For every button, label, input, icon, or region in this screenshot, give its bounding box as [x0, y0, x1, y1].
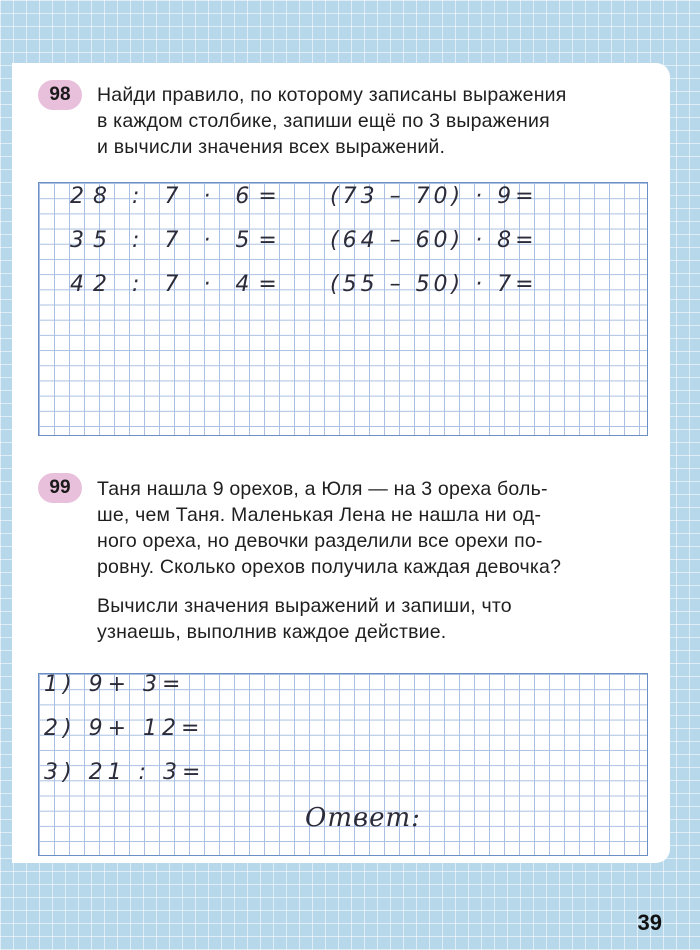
page-number: 39	[637, 910, 662, 935]
answer-label: Ответ:	[305, 803, 421, 833]
handwritten-step: 2) 9+ 12=	[44, 716, 205, 741]
handwritten-expression: 42 : 7 · 4=	[70, 272, 286, 297]
task-98-line: в каждом столбике, запиши ещё по 3 выражения	[97, 110, 550, 132]
handwritten-expression: 35 : 7 · 5=	[70, 228, 286, 253]
handwritten-expression: (73 – 70) · 9=	[330, 184, 538, 209]
task-98-text	[97, 82, 567, 160]
handwritten-expression: (55 – 50) · 7=	[330, 272, 538, 297]
handwritten-expression: (64 – 60) · 8=	[330, 228, 538, 253]
task-number-badge-99: 99	[38, 473, 82, 503]
exercise-grid-98	[38, 182, 648, 436]
task-99-text	[97, 476, 561, 580]
task-99-instruction	[97, 593, 512, 645]
task-98-line: Найди правило, по которому записаны выражения	[97, 84, 567, 106]
task-99-line: Таня нашла 9 орехов, а Юля — на 3 ореха боль-	[97, 478, 548, 500]
instruction-line: Вычисли значения выражений и запиши, что	[97, 595, 512, 617]
handwritten-expression: 28 : 7 · 6=	[70, 184, 286, 209]
task-99-line: ровну. Сколько орехов получила каждая девочка?	[97, 556, 562, 578]
task-99-line: ше, чем Таня. Маленькая Лена не нашла ни од-	[97, 504, 542, 526]
handwritten-step: 1) 9+ 3=	[44, 672, 186, 697]
task-98-line: и вычисли значения всех выражений.	[97, 136, 446, 158]
task-number-badge-98: 98	[38, 80, 82, 110]
task-99-line: ного ореха, но девочки разделили все орехи по-	[97, 530, 543, 552]
instruction-line: узнаешь, выполнив каждое действие.	[97, 621, 447, 643]
handwritten-step: 3) 21 : 3=	[44, 760, 206, 785]
